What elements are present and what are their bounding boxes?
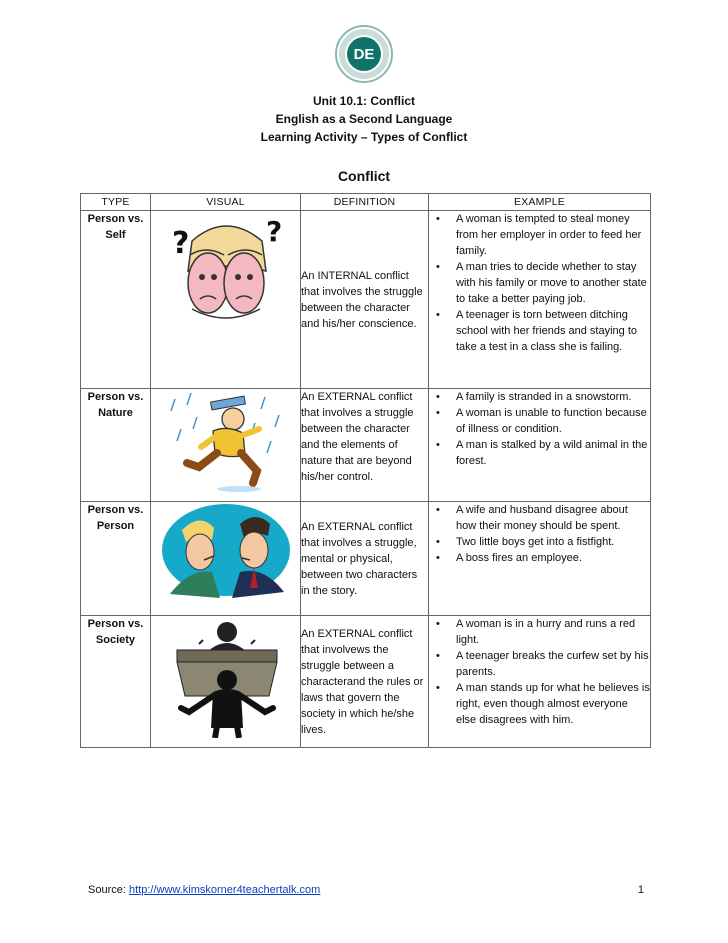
- conflict-types-table: [80, 193, 651, 748]
- definition-cell: An EXTERNAL conflict that involves a struggle between the character and the elements of nature that are beyond his/her control.: [301, 389, 429, 502]
- type-cell: Person vs. Nature: [81, 389, 151, 502]
- definition-cell: An EXTERNAL conflict that involves a struggle, mental or physical, between two characters in the story.: [301, 502, 429, 616]
- confused-faces-icon: [151, 211, 301, 389]
- svg-text:?: ?: [265, 215, 282, 248]
- source-link[interactable]: http://www.kimskorner4teachertalk.com: [128, 884, 321, 896]
- de-logo: [334, 24, 394, 84]
- header-type: TYPE: [81, 194, 151, 211]
- type-cell: Person vs. Person: [81, 502, 151, 616]
- example-cell: [429, 502, 651, 616]
- table-header-row: [81, 194, 651, 211]
- man-before-judge-icon: [151, 616, 301, 748]
- definition-cell: An INTERNAL conflict that involves the struggle between the character and his/her conscience.: [301, 211, 429, 389]
- list-item: • A woman is unable to function because of illness or condition.: [429, 405, 650, 437]
- table-row: [81, 502, 651, 616]
- man-in-rain-icon: [151, 389, 301, 502]
- page-footer: [88, 884, 644, 896]
- example-cell: [429, 389, 651, 502]
- source-label: Source:: [88, 884, 126, 896]
- list-item: • A man tries to decide whether to stay with his family or move to another state to take a better paying job.: [429, 259, 650, 307]
- two-men-arguing-icon: [151, 502, 301, 616]
- page-number: 1: [637, 884, 644, 896]
- list-item: • A woman is tempted to steal money from her employer in order to feed her family.: [429, 211, 650, 259]
- header-example: EXAMPLE: [429, 194, 651, 211]
- header-course: English as a Second Language: [275, 112, 453, 126]
- header-activity: Learning Activity – Types of Conflict: [260, 130, 468, 144]
- table-row: [81, 211, 651, 389]
- list-item: • A man stands up for what he believes is right, even though almost everyone else disagrees with him.: [429, 680, 650, 728]
- header-visual: VISUAL: [151, 194, 301, 211]
- list-item: • A man is stalked by a wild animal in the forest.: [429, 437, 650, 469]
- logo-text: DE: [353, 46, 375, 63]
- list-item: • A teenager breaks the curfew set by his parents.: [429, 648, 650, 680]
- example-cell: [429, 211, 651, 389]
- list-item: • A wife and husband disagree about how their money should be spent.: [429, 502, 650, 534]
- table-row: [81, 616, 651, 748]
- list-item: • A boss fires an employee.: [429, 550, 650, 566]
- list-item: • A family is stranded in a snowstorm.: [429, 389, 650, 405]
- type-cell: Person vs. Self: [81, 211, 151, 389]
- svg-text:?: ?: [171, 226, 189, 261]
- definition-cell: An EXTERNAL conflict that involvews the struggle between a characterand the rules or laws that govern the society in which he/she lives.: [301, 616, 429, 748]
- type-cell: Person vs. Society: [81, 616, 151, 748]
- document-header: [0, 92, 728, 146]
- page-title: Conflict: [337, 168, 391, 184]
- example-cell: [429, 616, 651, 748]
- list-item: • A woman is in a hurry and runs a red light.: [429, 616, 650, 648]
- header-unit: Unit 10.1: Conflict: [312, 94, 415, 108]
- list-item: • Two little boys get into a fistfight.: [429, 534, 650, 550]
- list-item: • A teenager is torn between ditching school with her friends and staying to take a test in a class she is failing.: [429, 307, 650, 355]
- table-row: [81, 389, 651, 502]
- header-definition: DEFINITION: [301, 194, 429, 211]
